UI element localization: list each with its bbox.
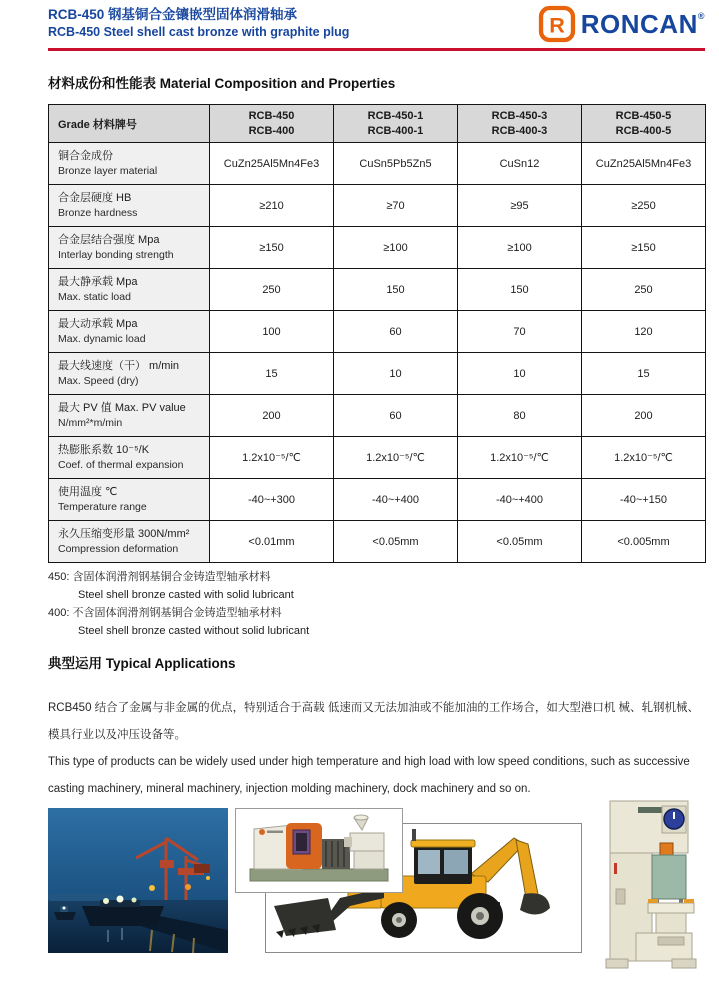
brand-name: RONCAN — [580, 9, 698, 39]
property-value: 1.2x10⁻⁵/℃ — [582, 437, 706, 479]
applications-section-title: 典型运用 Typical Applications — [48, 656, 236, 671]
grade-header-label: Grade 材料牌号 — [49, 105, 210, 143]
property-label-line: 最大 PV 值 Max. PV value — [58, 402, 186, 414]
property-value: ≥100 — [334, 227, 458, 269]
property-row — [49, 353, 706, 395]
table-footnotes — [48, 568, 309, 640]
property-value: -40~+300 — [210, 479, 334, 521]
property-row — [49, 437, 706, 479]
property-value: 1.2x10⁻⁵/℃ — [458, 437, 582, 479]
property-label-line: Compression deformation — [58, 543, 179, 555]
product-title-zh: RCB-450 钢基铜合金镶嵌型固体润滑轴承 — [48, 7, 298, 22]
property-value: 200 — [210, 395, 334, 437]
property-label-line: Bronze hardness — [58, 207, 138, 219]
property-row — [49, 521, 706, 563]
table-header-row — [49, 105, 706, 143]
brand-wordmark — [581, 11, 705, 37]
property-label — [49, 311, 210, 353]
property-value: 60 — [334, 395, 458, 437]
footnote-line: 400: 不含固体润滑剂钢基铜合金铸造型轴承材料 — [48, 607, 282, 619]
footnote-line: 450: 含固体润滑剂钢基铜合金铸造型轴承材料 — [48, 571, 271, 583]
property-value: ≥100 — [458, 227, 582, 269]
property-label — [49, 479, 210, 521]
roncan-logo-icon — [538, 5, 576, 43]
property-value: ≥150 — [582, 227, 706, 269]
header-divider — [48, 48, 705, 51]
property-label-line: 最大线速度（干） m/min — [58, 360, 179, 372]
property-label-line: Interlay bonding strength — [58, 249, 174, 261]
property-value: -40~+400 — [334, 479, 458, 521]
property-label-line: 最大动承载 Mpa — [58, 318, 138, 330]
property-value: 120 — [582, 311, 706, 353]
grade-name: RCB-450-1 — [367, 109, 424, 122]
grade-column-header — [582, 105, 706, 143]
application-photos — [48, 792, 708, 992]
product-title-en: RCB-450 Steel shell cast bronze with graphite plug — [48, 25, 350, 39]
grade-column-header — [458, 105, 582, 143]
property-label — [49, 437, 210, 479]
grade-column-header — [334, 105, 458, 143]
property-value: 15 — [582, 353, 706, 395]
property-row — [49, 227, 706, 269]
property-label — [49, 395, 210, 437]
svg-text:R: R — [548, 12, 565, 38]
property-value: 10 — [458, 353, 582, 395]
dock-port-night-photo — [48, 808, 228, 953]
property-label-line: 永久压缩变形量 300N/mm² — [58, 528, 190, 540]
property-value: 250 — [582, 269, 706, 311]
footnote-line: Steel shell bronze casted without solid lubricant — [78, 625, 310, 637]
property-label-line: 铜合金成份 — [58, 150, 113, 162]
property-value: 10 — [334, 353, 458, 395]
property-label-line: 合金层硬度 HB — [58, 192, 132, 204]
property-label-line: 热膨胀系数 10⁻⁵/K — [58, 444, 150, 456]
grade-name: RCB-400-5 — [615, 124, 672, 137]
property-value: <0.05mm — [458, 521, 582, 563]
property-value: ≥70 — [334, 185, 458, 227]
property-value: CuSn5Pb5Zn5 — [334, 143, 458, 185]
property-value: <0.05mm — [334, 521, 458, 563]
property-value: 200 — [582, 395, 706, 437]
registered-mark: ® — [697, 11, 705, 21]
property-label-line: Max. static load — [58, 291, 131, 303]
property-label-line: 使用温度 ℃ — [58, 486, 118, 498]
property-value: 100 — [210, 311, 334, 353]
property-value: <0.005mm — [582, 521, 706, 563]
property-row — [49, 395, 706, 437]
property-row — [49, 311, 706, 353]
property-label — [49, 269, 210, 311]
property-value: 150 — [458, 269, 582, 311]
property-value: 70 — [458, 311, 582, 353]
press-machine-photo — [600, 793, 700, 978]
property-value: -40~+400 — [458, 479, 582, 521]
property-label — [49, 227, 210, 269]
property-row — [49, 185, 706, 227]
property-label-line: Max. Speed (dry) — [58, 375, 139, 387]
property-value: 1.2x10⁻⁵/℃ — [210, 437, 334, 479]
property-value: ≥250 — [582, 185, 706, 227]
property-value: 1.2x10⁻⁵/℃ — [334, 437, 458, 479]
property-value: CuSn12 — [458, 143, 582, 185]
property-label — [49, 353, 210, 395]
injection-molding-machine-photo — [235, 808, 403, 893]
property-row — [49, 479, 706, 521]
grade-name: RCB-400-1 — [367, 124, 424, 137]
property-label-line: Bronze layer material — [58, 165, 158, 177]
property-value: 250 — [210, 269, 334, 311]
materials-section-title: 材料成份和性能表 Material Composition and Properties — [48, 76, 396, 91]
property-row — [49, 143, 706, 185]
property-value: 80 — [458, 395, 582, 437]
property-value: ≥150 — [210, 227, 334, 269]
grade-name: RCB-450-5 — [615, 109, 672, 122]
property-label — [49, 521, 210, 563]
property-label-line: 合金层结合强度 Mpa — [58, 234, 160, 246]
grade-name: RCB-400 — [248, 124, 295, 137]
property-value: 15 — [210, 353, 334, 395]
property-label — [49, 185, 210, 227]
property-label-line: N/mm²*m/min — [58, 417, 123, 429]
property-label-line: Max. dynamic load — [58, 333, 146, 345]
property-value: 150 — [334, 269, 458, 311]
property-value: -40~+150 — [582, 479, 706, 521]
property-value: CuZn25Al5Mn4Fe3 — [582, 143, 706, 185]
brand-logo — [538, 5, 705, 43]
property-row — [49, 269, 706, 311]
property-label-line: Temperature range — [58, 501, 147, 513]
property-value: <0.01mm — [210, 521, 334, 563]
property-label-line: 最大静承载 Mpa — [58, 276, 138, 288]
property-value: CuZn25Al5Mn4Fe3 — [210, 143, 334, 185]
grade-name: RCB-450-3 — [491, 109, 548, 122]
footnote-line: Steel shell bronze casted with solid lubricant — [78, 589, 294, 601]
applications-paragraph-zh: RCB450 结合了金属与非金属的优点，特别适合于高载 低速而又无法加油或不能加油的工作场合，如大型港口机 械、轧钢机械、模具行业以及冲压设备等。 — [48, 701, 700, 741]
property-label — [49, 143, 210, 185]
grade-column-header — [210, 105, 334, 143]
grade-name: RCB-400-3 — [491, 124, 548, 137]
property-label-line: Coef. of thermal expansion — [58, 459, 184, 471]
property-value: 60 — [334, 311, 458, 353]
property-value: ≥95 — [458, 185, 582, 227]
material-properties-table — [48, 104, 706, 563]
applications-paragraph-en: This type of products can be widely used under high temperature and high load with low speed conditions, such as successive casting machinery, mineral machinery, injection molding machinery, dock machinery and so on. — [48, 755, 690, 795]
grade-name: RCB-450 — [248, 109, 295, 122]
page-header — [48, 6, 349, 40]
property-value: ≥210 — [210, 185, 334, 227]
